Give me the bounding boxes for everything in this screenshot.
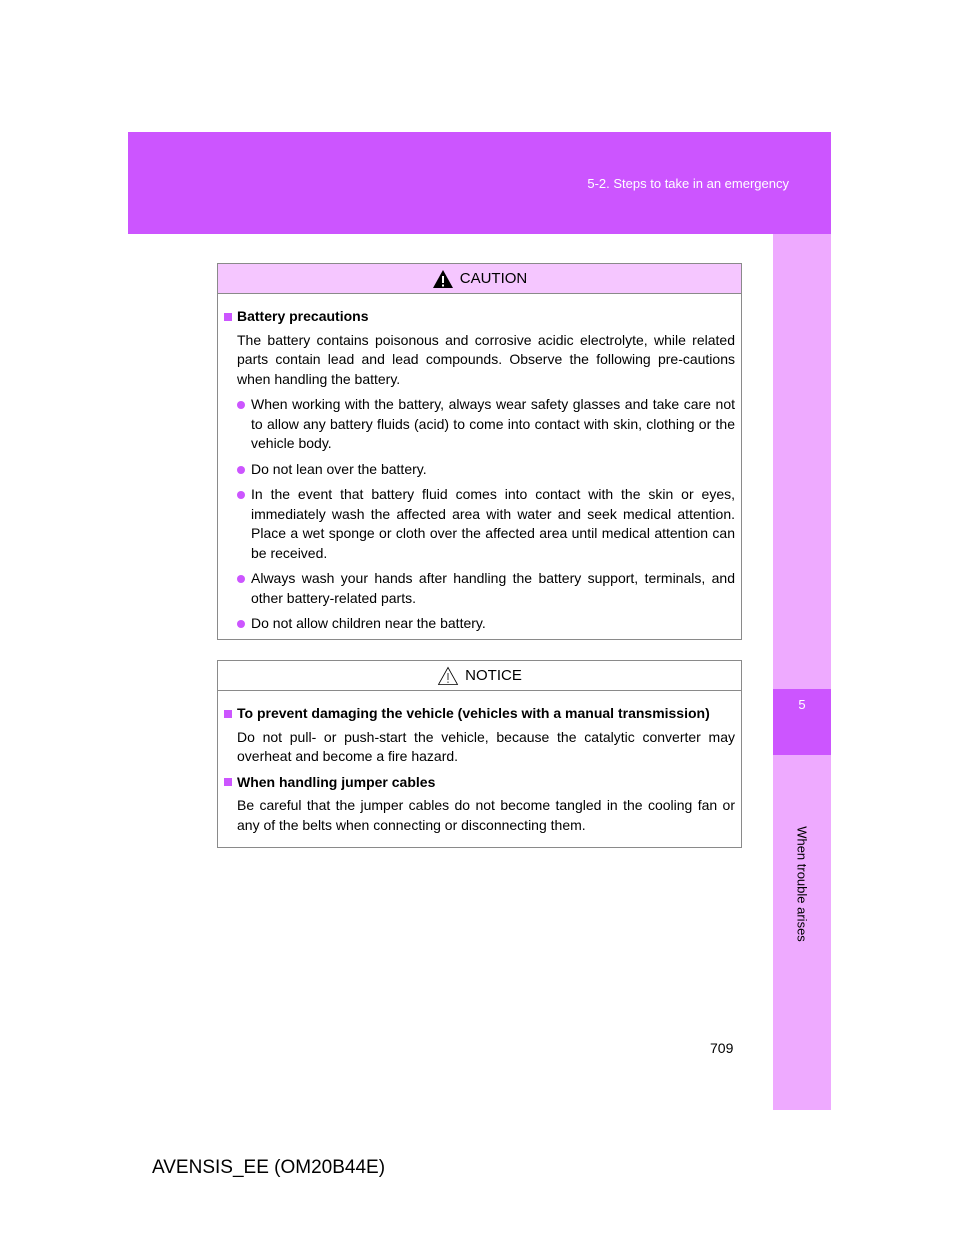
notice-label: NOTICE	[465, 667, 522, 684]
page-number: 709	[710, 1040, 734, 1056]
caution-bullet	[237, 395, 735, 454]
round-bullet-icon	[237, 575, 245, 583]
round-bullet-icon	[237, 491, 245, 499]
caution-box	[217, 263, 742, 640]
caution-bullet	[237, 614, 735, 634]
manual-code-footer: AVENSIS_EE (OM20B44E)	[152, 1157, 386, 1178]
chapter-number-box	[773, 689, 831, 755]
caution-label: CAUTION	[459, 270, 528, 287]
section-title: 5-2. Steps to take in an emergency	[587, 176, 789, 191]
warning-filled-icon	[432, 269, 454, 289]
notice-topic	[224, 773, 735, 793]
warning-outline-icon	[437, 666, 459, 686]
notice-box	[217, 660, 742, 848]
notice-topic-title: To prevent damaging the vehicle (vehicles with a manual transmission)	[237, 705, 710, 721]
caution-bullet	[237, 485, 735, 563]
caution-intro: The battery contains poisonous and corrosive acidic electrolyte, while related parts contain lead and lead compounds. Observe the following pre-cautions when handling the battery.	[237, 331, 735, 387]
chapter-number: 5	[798, 697, 806, 712]
notice-topic-text: Do not pull- or push-start the vehicle, because the catalytic converter may overheat and become a fire hazard.	[237, 728, 735, 764]
notice-topic-text: Be careful that the jumper cables do not become tangled in the cooling fan or any of the belts when connecting or disconnecting them.	[237, 797, 735, 833]
notice-topic	[224, 704, 735, 724]
bullet-text: When working with the battery, always wear safety glasses and take care not to allow any battery fluids (acid) to come into contact with skin, clothing or the vehicle body.	[251, 396, 735, 451]
notice-header	[218, 661, 741, 691]
notice-topic-title: When handling jumper cables	[237, 773, 436, 790]
caution-bullet	[237, 569, 735, 608]
square-bullet-icon	[224, 313, 232, 321]
header-band	[128, 132, 831, 234]
round-bullet-icon	[237, 620, 245, 628]
caution-bullet	[237, 460, 735, 480]
caution-topic	[224, 307, 735, 327]
bullet-text: In the event that battery fluid comes into contact with the skin or eyes, immediately wash the affected area with water and seek medical attention. Place a wet sponge or cloth over the affected area until medical attention can be received.	[251, 486, 735, 561]
bullet-text: Do not allow children near the battery.	[251, 615, 486, 631]
round-bullet-icon	[237, 401, 245, 409]
round-bullet-icon	[237, 466, 245, 474]
bullet-text: Do not lean over the battery.	[251, 460, 427, 477]
caution-header	[218, 264, 741, 294]
chapter-side-tab	[773, 234, 831, 1110]
bullet-text: Always wash your hands after handling the battery support, terminals, and other battery-related parts.	[251, 570, 735, 606]
square-bullet-icon	[224, 778, 232, 786]
chapter-title: When trouble arises	[794, 826, 810, 942]
caution-topic-title: Battery precautions	[237, 308, 369, 324]
square-bullet-icon	[224, 710, 232, 718]
